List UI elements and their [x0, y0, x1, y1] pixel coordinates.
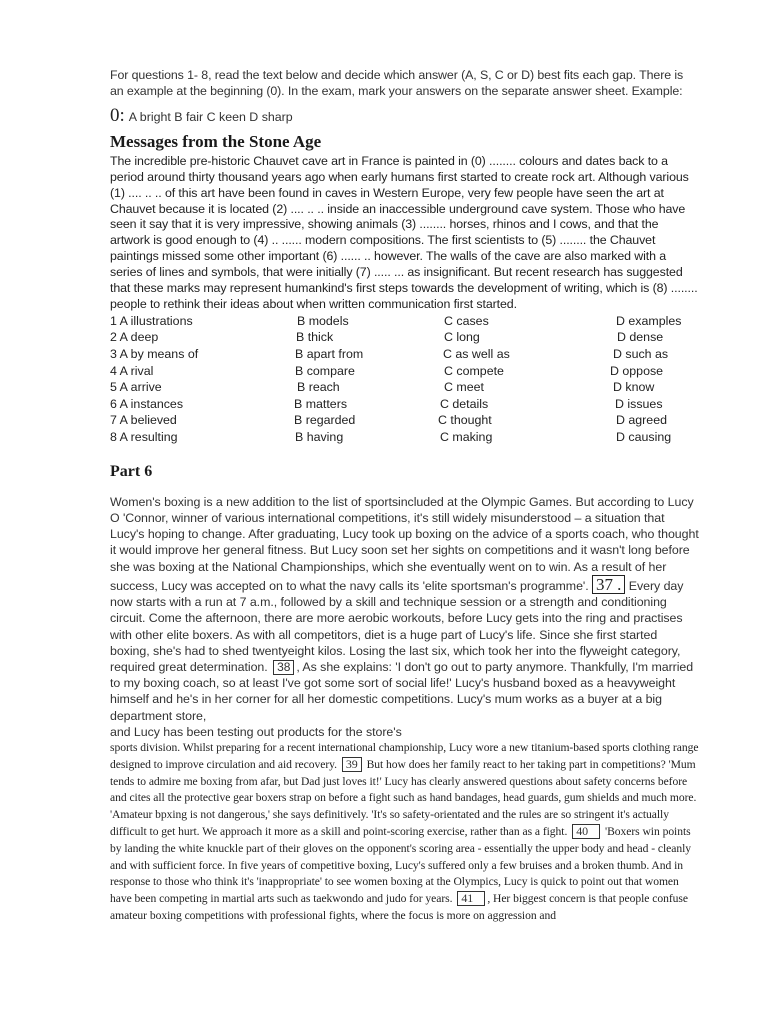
option-b: B compare	[295, 363, 355, 378]
option-b: B having	[295, 430, 344, 445]
option-a: 3 A by means of	[110, 347, 199, 362]
option-b: B models	[297, 313, 349, 328]
part6-sentence: and Lucy has been testing out products for the store's	[110, 724, 402, 739]
gap-38: 38	[273, 660, 294, 675]
option-a: 6 A instances	[110, 396, 184, 411]
option-a: 1 A illustrations	[110, 313, 193, 328]
gap-41: 41	[457, 891, 485, 906]
passage-title: Messages from the Stone Age	[110, 131, 322, 151]
option-c: C details	[440, 396, 489, 411]
option-a: 5 A arrive	[110, 380, 162, 395]
example-options: A bright B fair C keen D sharp	[128, 109, 293, 124]
option-row	[110, 364, 700, 381]
gap-40: 40	[572, 824, 600, 839]
part6-sentence: sports division. Whilst preparing for a recent international championship, Lucy wore a new titanium-based sports clothing range designed to improve circulation and aid recovery.	[110, 740, 699, 771]
option-b: B reach	[297, 380, 340, 395]
part6-sentence: , Her biggest concern is that people confuse amateur boxing competitions with professional fights, where the focus is more on aggression and	[110, 892, 688, 922]
part6-sentence: 'Boxers win points by landing the white knuckle part of their gloves on the opponent's scoring area - essentially the upper body and head - cleanly and with sufficient force. In five years of competitive boxing, Lucy's suffered only a few bruises and a broken thumb. And in response to those who think it's 'inappropriate' to see women boxing at the Olympics, Lucy is quick to point out that women have been competing in martial arts such as taekwondo and judo for years.	[110, 824, 691, 906]
part6-text-serif	[110, 740, 700, 925]
example-number: 0:	[110, 104, 125, 126]
part6-sentence: But how does her family react to her taking part in competitions? 'Mum tends to admire me boxing from afar, but Dad just loves it!' Lucy has clearly answered questions about safety concerns before and cites all the protective gear boxers strap on before a fight such as hand bandages, head guards, gum shields and much more. 'Amateur bpxing is not dangerous,' she says definitively. 'It's so safety-orientated and the rules are so stringent it's actually difficult to get hurt. We approach it more as a skill and point-scoring exercise, rather than as a fight.	[110, 757, 697, 838]
passage-text: The incredible pre-historic Chauvet cave art in France is painted in (0) ........ colours and dates back to a period around thirty thousand years ago when early humans first started to create rock art. Although various (1) .... .. .. of this art have been found in caves in Western Europe, very few people have seen the art at Chauvet because it is located (2) .... .. .. inside an inaccessible underground cave system. Those who have seen it say that it is very impressive, showing animals (3) ........ horses, rhinos and I cows, and that the artwork is good enough to (4) .. ...... modern compositions. The first scientists to (5) ........ the Chauvet paintings missed some other important (6) ...... .. however. The walls of the cave are also marked with a series of lines and symbols, that were initially (7) ..... ... as insignificant. But recent research has suggested that these marks may represent humankind's first steps towards the development of writing, which is (8) ........ people to rethink their ideas about when written communication first started.	[110, 153, 698, 311]
option-b: B regarded	[294, 413, 356, 428]
option-d: D know	[613, 380, 655, 395]
option-c: C thought	[438, 413, 492, 428]
option-row	[110, 380, 700, 397]
part6-sentence: Every day now starts with a run at 7 a.m., followed by a skill and technique session or a strength and conditioning circuit. Come the afternoon, there are more aerobic workouts, before Lucy gets into the ring and practises with other elite boxers. As with all competitors, diet is a huge part of Lucy's life. Since she first started boxing, she's had to shed twentyeight kilos. Losing the last six, which took her into the flyweight category, required great determination.	[110, 578, 684, 674]
answer-options	[110, 314, 700, 448]
option-c: C as well as	[443, 347, 510, 362]
option-row	[110, 347, 700, 364]
part6-sentence: Women's boxing is a new addition to the list of sportsincluded at the Olympic Games. But according to Lucy O 'Connor, winner of various international competitions, it's still widely misunderstood – a situation that Lucy's hoping to change. After graduating, Lucy took up boxing on the advice of a sports coach, who thought it would improve her general fitness. But Lucy soon set her sights on competitions and it wasn't long before she was boxing at the National Championships, which she eventually went on to win. As a result of her success, Lucy was accepted on to what the navy calls its 'elite sportsman's programme'.	[110, 494, 699, 593]
option-b: B apart from	[295, 347, 364, 362]
option-a: 7 A believed	[110, 413, 177, 428]
option-row	[110, 430, 700, 447]
example-line	[110, 105, 700, 127]
option-d: D agreed	[616, 413, 667, 428]
option-d: D such as	[613, 347, 669, 362]
part6-sentence: , As she explains: 'I don't go out to party anymore. Thankfully, I'm married to my boxing coach, so at least I've got some sort of social life!' Lucy's husband boxed as a heavyweight himself and he's in her corner for all her domestic competitions. Lucy's mum works as a buyer at a big department store,	[110, 659, 694, 723]
option-row	[110, 413, 700, 430]
gap-39: 39	[342, 757, 362, 772]
option-d: D examples	[616, 313, 682, 328]
part-heading: Part 6	[110, 462, 153, 480]
instructions: For questions 1- 8, read the text below and decide which answer (A, S, C or D) best fits each gap. There is an example at the beginning (0). In the exam, mark your answers on the separate answer sheet. Example:	[110, 68, 684, 98]
option-d: D oppose	[610, 363, 664, 378]
option-c: C long	[444, 330, 480, 345]
option-a: 4 A rival	[110, 363, 154, 378]
option-d: D issues	[615, 396, 663, 411]
option-a: 2 A deep	[110, 330, 159, 345]
option-c: C meet	[444, 380, 484, 395]
option-b: B thick	[296, 330, 334, 345]
part6-text	[110, 494, 700, 740]
option-d: D causing	[616, 430, 672, 445]
gap-37: 37 .	[592, 575, 625, 594]
option-a: 8 A resulting	[110, 430, 178, 445]
option-c: C cases	[444, 313, 489, 328]
option-c: C compete	[444, 363, 504, 378]
worksheet-page	[110, 68, 700, 925]
option-b: B matters	[294, 396, 348, 411]
option-d: D dense	[617, 330, 664, 345]
option-c: C making	[440, 430, 493, 445]
option-row	[110, 397, 700, 414]
option-row	[110, 314, 700, 331]
option-row	[110, 330, 700, 347]
